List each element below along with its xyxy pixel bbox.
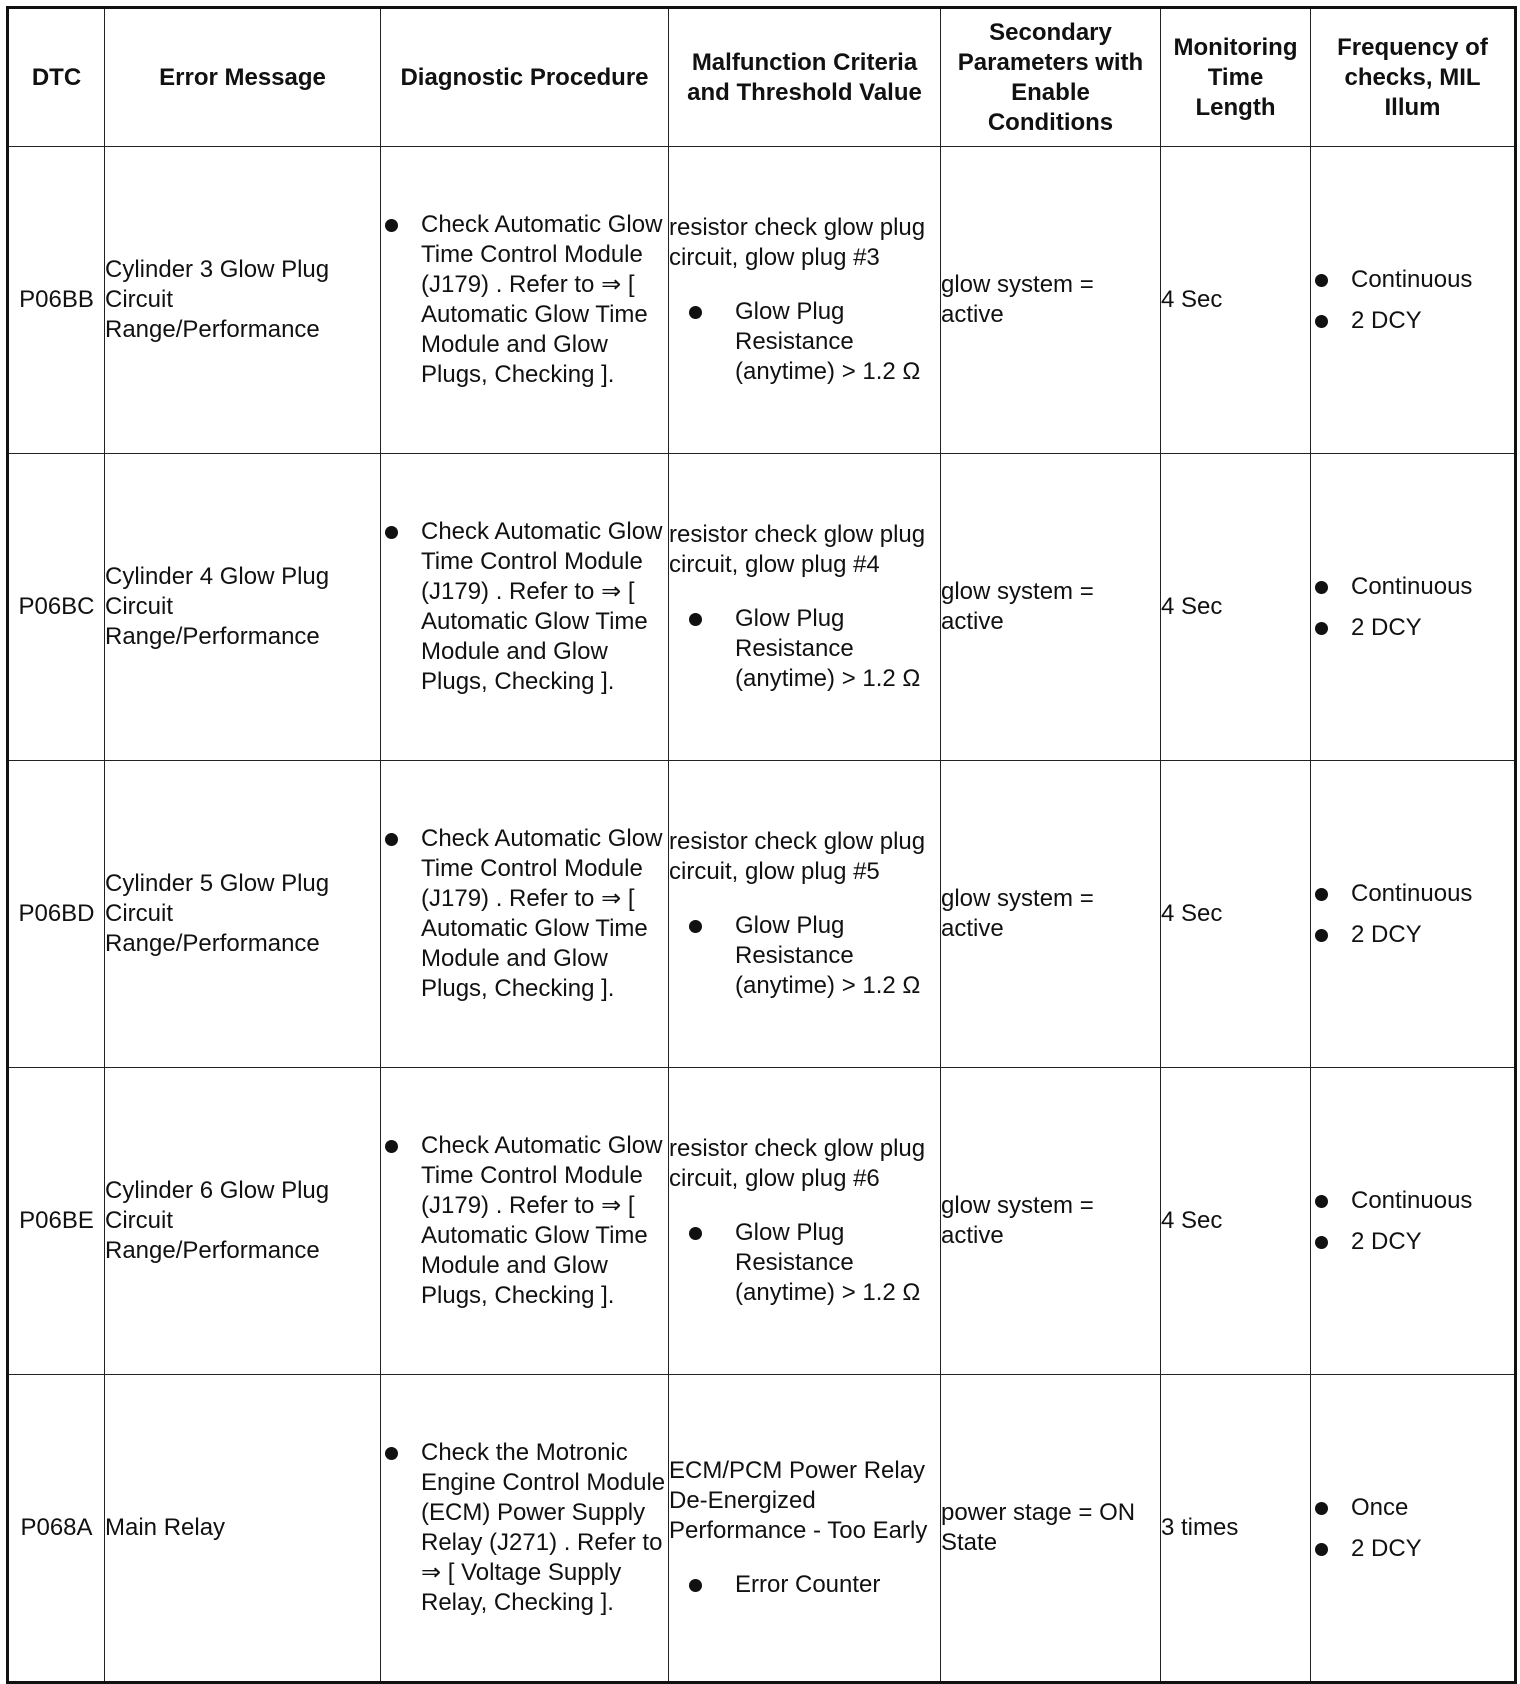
error-message: Cylinder 3 Glow Plug Circuit Range/Performance	[105, 147, 381, 454]
criteria-text: ECM/PCM Power Relay De-Energized Performance - Too Early	[669, 1457, 928, 1544]
criteria-item	[685, 1218, 940, 1308]
bullet-icon	[385, 833, 398, 846]
frequency	[1311, 1068, 1516, 1375]
bullet-icon	[1315, 888, 1328, 901]
table-row	[8, 761, 1516, 1068]
procedure-text: Check Automatic Glow Time Control Module (J179) . Refer to ⇒ [ Automatic Glow Time Module and Glow Plugs, Checking ].	[421, 1132, 663, 1309]
header-diagnostic-procedure: Diagnostic Procedure	[381, 8, 669, 147]
frequency-text: Continuous	[1351, 265, 1473, 293]
criteria-bullet-text: Error Counter	[735, 1571, 881, 1598]
bullet-icon	[1315, 929, 1328, 942]
malfunction-criteria	[669, 761, 941, 1068]
frequency-text: 2 DCY	[1351, 1227, 1422, 1255]
frequency-text: 2 DCY	[1351, 306, 1422, 334]
procedure-item	[381, 210, 668, 390]
malfunction-criteria	[669, 147, 941, 454]
frequency-text: 2 DCY	[1351, 1534, 1422, 1562]
criteria-text: resistor check glow plug circuit, glow plug #4	[669, 521, 926, 578]
table-row	[8, 454, 1516, 761]
diagnostic-procedure	[381, 761, 669, 1068]
frequency	[1311, 1375, 1516, 1683]
header-malfunction-criteria: Malfunction Criteria and Threshold Value	[669, 8, 941, 147]
criteria-text: resistor check glow plug circuit, glow plug #6	[669, 1135, 926, 1192]
table-row	[8, 1375, 1516, 1683]
frequency-item	[1311, 572, 1514, 602]
diagnostic-procedure	[381, 147, 669, 454]
criteria-bullet-text: Glow Plug Resistance (anytime) > 1.2 Ω	[735, 1219, 921, 1306]
table-row	[8, 1068, 1516, 1375]
bullet-icon	[689, 1579, 702, 1592]
enable-conditions: glow system = active	[941, 454, 1161, 761]
frequency-text: Continuous	[1351, 572, 1473, 600]
procedure-item	[381, 517, 668, 697]
procedure-item	[381, 824, 668, 1004]
header-dtc: DTC	[8, 8, 105, 147]
procedure-item	[381, 1438, 668, 1618]
error-message: Main Relay	[105, 1375, 381, 1683]
frequency-item	[1311, 920, 1514, 950]
bullet-icon	[1315, 622, 1328, 635]
frequency-text: 2 DCY	[1351, 920, 1422, 948]
frequency-text: Continuous	[1351, 1186, 1473, 1214]
frequency-item	[1311, 1186, 1514, 1216]
procedure-item	[381, 1131, 668, 1311]
dtc-code: P06BE	[8, 1068, 105, 1375]
bullet-icon	[1315, 1502, 1328, 1515]
bullet-icon	[1315, 1236, 1328, 1249]
error-message: Cylinder 5 Glow Plug Circuit Range/Performance	[105, 761, 381, 1068]
header-monitoring-time: Monitoring Time Length	[1161, 8, 1311, 147]
criteria-bullet-text: Glow Plug Resistance (anytime) > 1.2 Ω	[735, 298, 921, 385]
dtc-table-sheet	[6, 6, 1514, 1646]
frequency-text: Continuous	[1351, 879, 1473, 907]
bullet-icon	[689, 1227, 702, 1240]
frequency	[1311, 761, 1516, 1068]
error-message: Cylinder 6 Glow Plug Circuit Range/Performance	[105, 1068, 381, 1375]
dtc-code: P06BC	[8, 454, 105, 761]
criteria-item	[685, 604, 940, 694]
enable-conditions: glow system = active	[941, 761, 1161, 1068]
frequency	[1311, 454, 1516, 761]
frequency-item	[1311, 306, 1514, 336]
diagnostic-procedure	[381, 1375, 669, 1683]
bullet-icon	[385, 1140, 398, 1153]
frequency-item	[1311, 1493, 1514, 1523]
bullet-icon	[385, 526, 398, 539]
bullet-icon	[689, 920, 702, 933]
frequency-item	[1311, 879, 1514, 909]
frequency	[1311, 147, 1516, 454]
bullet-icon	[1315, 581, 1328, 594]
monitoring-time: 3 times	[1161, 1375, 1311, 1683]
enable-conditions: power stage = ON State	[941, 1375, 1161, 1683]
monitoring-time: 4 Sec	[1161, 147, 1311, 454]
header-row	[8, 8, 1516, 147]
enable-conditions: glow system = active	[941, 147, 1161, 454]
monitoring-time: 4 Sec	[1161, 454, 1311, 761]
dtc-code: P06BB	[8, 147, 105, 454]
header-error-message: Error Message	[105, 8, 381, 147]
malfunction-criteria	[669, 1068, 941, 1375]
malfunction-criteria	[669, 454, 941, 761]
monitoring-time: 4 Sec	[1161, 761, 1311, 1068]
bullet-icon	[689, 306, 702, 319]
dtc-code: P06BD	[8, 761, 105, 1068]
dtc-code: P068A	[8, 1375, 105, 1683]
bullet-icon	[385, 219, 398, 232]
procedure-text: Check Automatic Glow Time Control Module (J179) . Refer to ⇒ [ Automatic Glow Time Module and Glow Plugs, Checking ].	[421, 518, 663, 695]
criteria-item	[685, 297, 940, 387]
criteria-text: resistor check glow plug circuit, glow plug #3	[669, 214, 926, 271]
bullet-icon	[385, 1447, 398, 1460]
frequency-item	[1311, 265, 1514, 295]
frequency-text: Once	[1351, 1493, 1409, 1521]
error-message: Cylinder 4 Glow Plug Circuit Range/Performance	[105, 454, 381, 761]
criteria-text: resistor check glow plug circuit, glow plug #5	[669, 828, 926, 885]
monitoring-time: 4 Sec	[1161, 1068, 1311, 1375]
frequency-item	[1311, 613, 1514, 643]
bullet-icon	[1315, 315, 1328, 328]
criteria-bullet-text: Glow Plug Resistance (anytime) > 1.2 Ω	[735, 605, 921, 692]
bullet-icon	[1315, 1543, 1328, 1556]
diagnostic-procedure	[381, 1068, 669, 1375]
malfunction-criteria	[669, 1375, 941, 1683]
procedure-text: Check the Motronic Engine Control Module (ECM) Power Supply Relay (J271) . Refer to ⇒ [ Voltage Supply Relay, Checking ].	[421, 1439, 666, 1616]
frequency-item	[1311, 1227, 1514, 1257]
diagnostic-procedure	[381, 454, 669, 761]
bullet-icon	[1315, 1195, 1328, 1208]
procedure-text: Check Automatic Glow Time Control Module (J179) . Refer to ⇒ [ Automatic Glow Time Module and Glow Plugs, Checking ].	[421, 825, 663, 1002]
criteria-bullet-text: Glow Plug Resistance (anytime) > 1.2 Ω	[735, 912, 921, 999]
dtc-table	[6, 6, 1517, 1684]
header-secondary-parameters: Secondary Parameters with Enable Conditions	[941, 8, 1161, 147]
bullet-icon	[1315, 274, 1328, 287]
frequency-text: 2 DCY	[1351, 613, 1422, 641]
criteria-item	[685, 911, 940, 1001]
bullet-icon	[689, 613, 702, 626]
table-row	[8, 147, 1516, 454]
enable-conditions: glow system = active	[941, 1068, 1161, 1375]
procedure-text: Check Automatic Glow Time Control Module (J179) . Refer to ⇒ [ Automatic Glow Time Module and Glow Plugs, Checking ].	[421, 211, 663, 388]
criteria-item	[685, 1570, 940, 1600]
frequency-item	[1311, 1534, 1514, 1564]
header-frequency: Frequency of checks, MIL Illum	[1311, 8, 1516, 147]
